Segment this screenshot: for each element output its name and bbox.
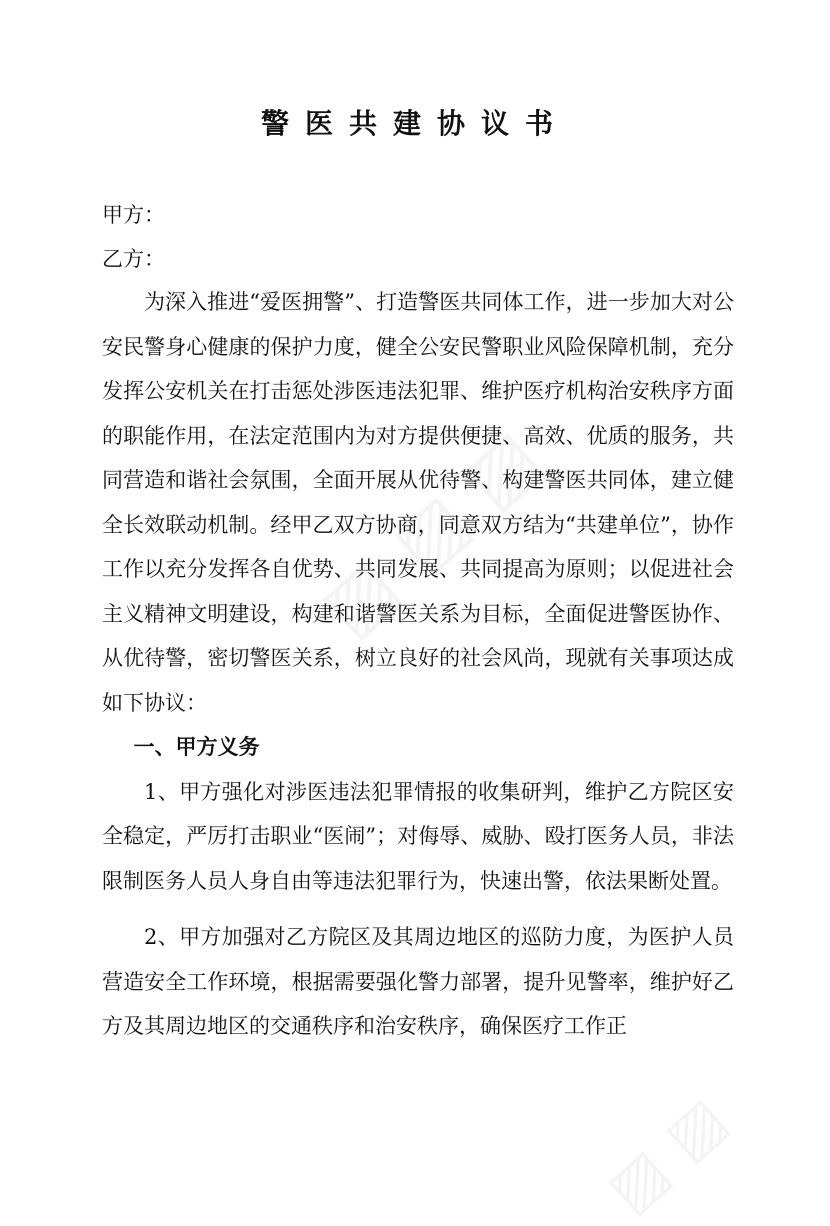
clause-paragraph: 1、甲方强化对涉医违法犯罪情报的收集研判，维护乙方院区安全稳定，严厉打击职业“医闹”；对侮辱、威胁、殴打医务人员，非法限制医务人员人身自由等违法犯罪行为，快速出警，依法果断处置。 xyxy=(102,779,734,893)
document-title: 警医共建协议书 xyxy=(260,107,569,140)
clause-paragraph: 2、甲方加强对乙方院区及其周边地区的巡防力度，为医护人员营造安全工作环境，根据需要强化警力部署，提升见警率，维护好乙方及其周边地区的交通秩序和治安秩序，确保医疗工作正 xyxy=(102,925,734,1038)
party-b-label: 乙方： xyxy=(102,247,165,271)
watermark xyxy=(594,1084,741,1226)
intro-paragraph: 为深入推进“爱医拥警”、打造警医共同体工作，进一步加大对公安民警身心健康的保护力度，健全公安民警职业风险保障机制，充分发挥公安机关在打击惩处涉医违法犯罪、维护医疗机构治安秩序方面的职能作用，在法定范围内为对方提供便捷、高效、优质的服务，共同营造和谐社会氛围，全面开展从优待警、构建警医共同体，建立健全长效联动机制。经甲乙双方协商，同意双方结为“共建单位”，协作工作以充分发挥各自优势、共同发展、共同提高为原则；以促进社会主义精神文明建设，构建和谐警医关系为目标，全面促进警医协作、从优待警，密切警医关系，树立良好的社会风尚，现就有关事项达成如下协议： xyxy=(102,290,734,715)
document-body xyxy=(102,280,734,1049)
party-a-label: 甲方： xyxy=(102,203,165,227)
section-heading: 一、甲方义务 xyxy=(133,735,260,759)
